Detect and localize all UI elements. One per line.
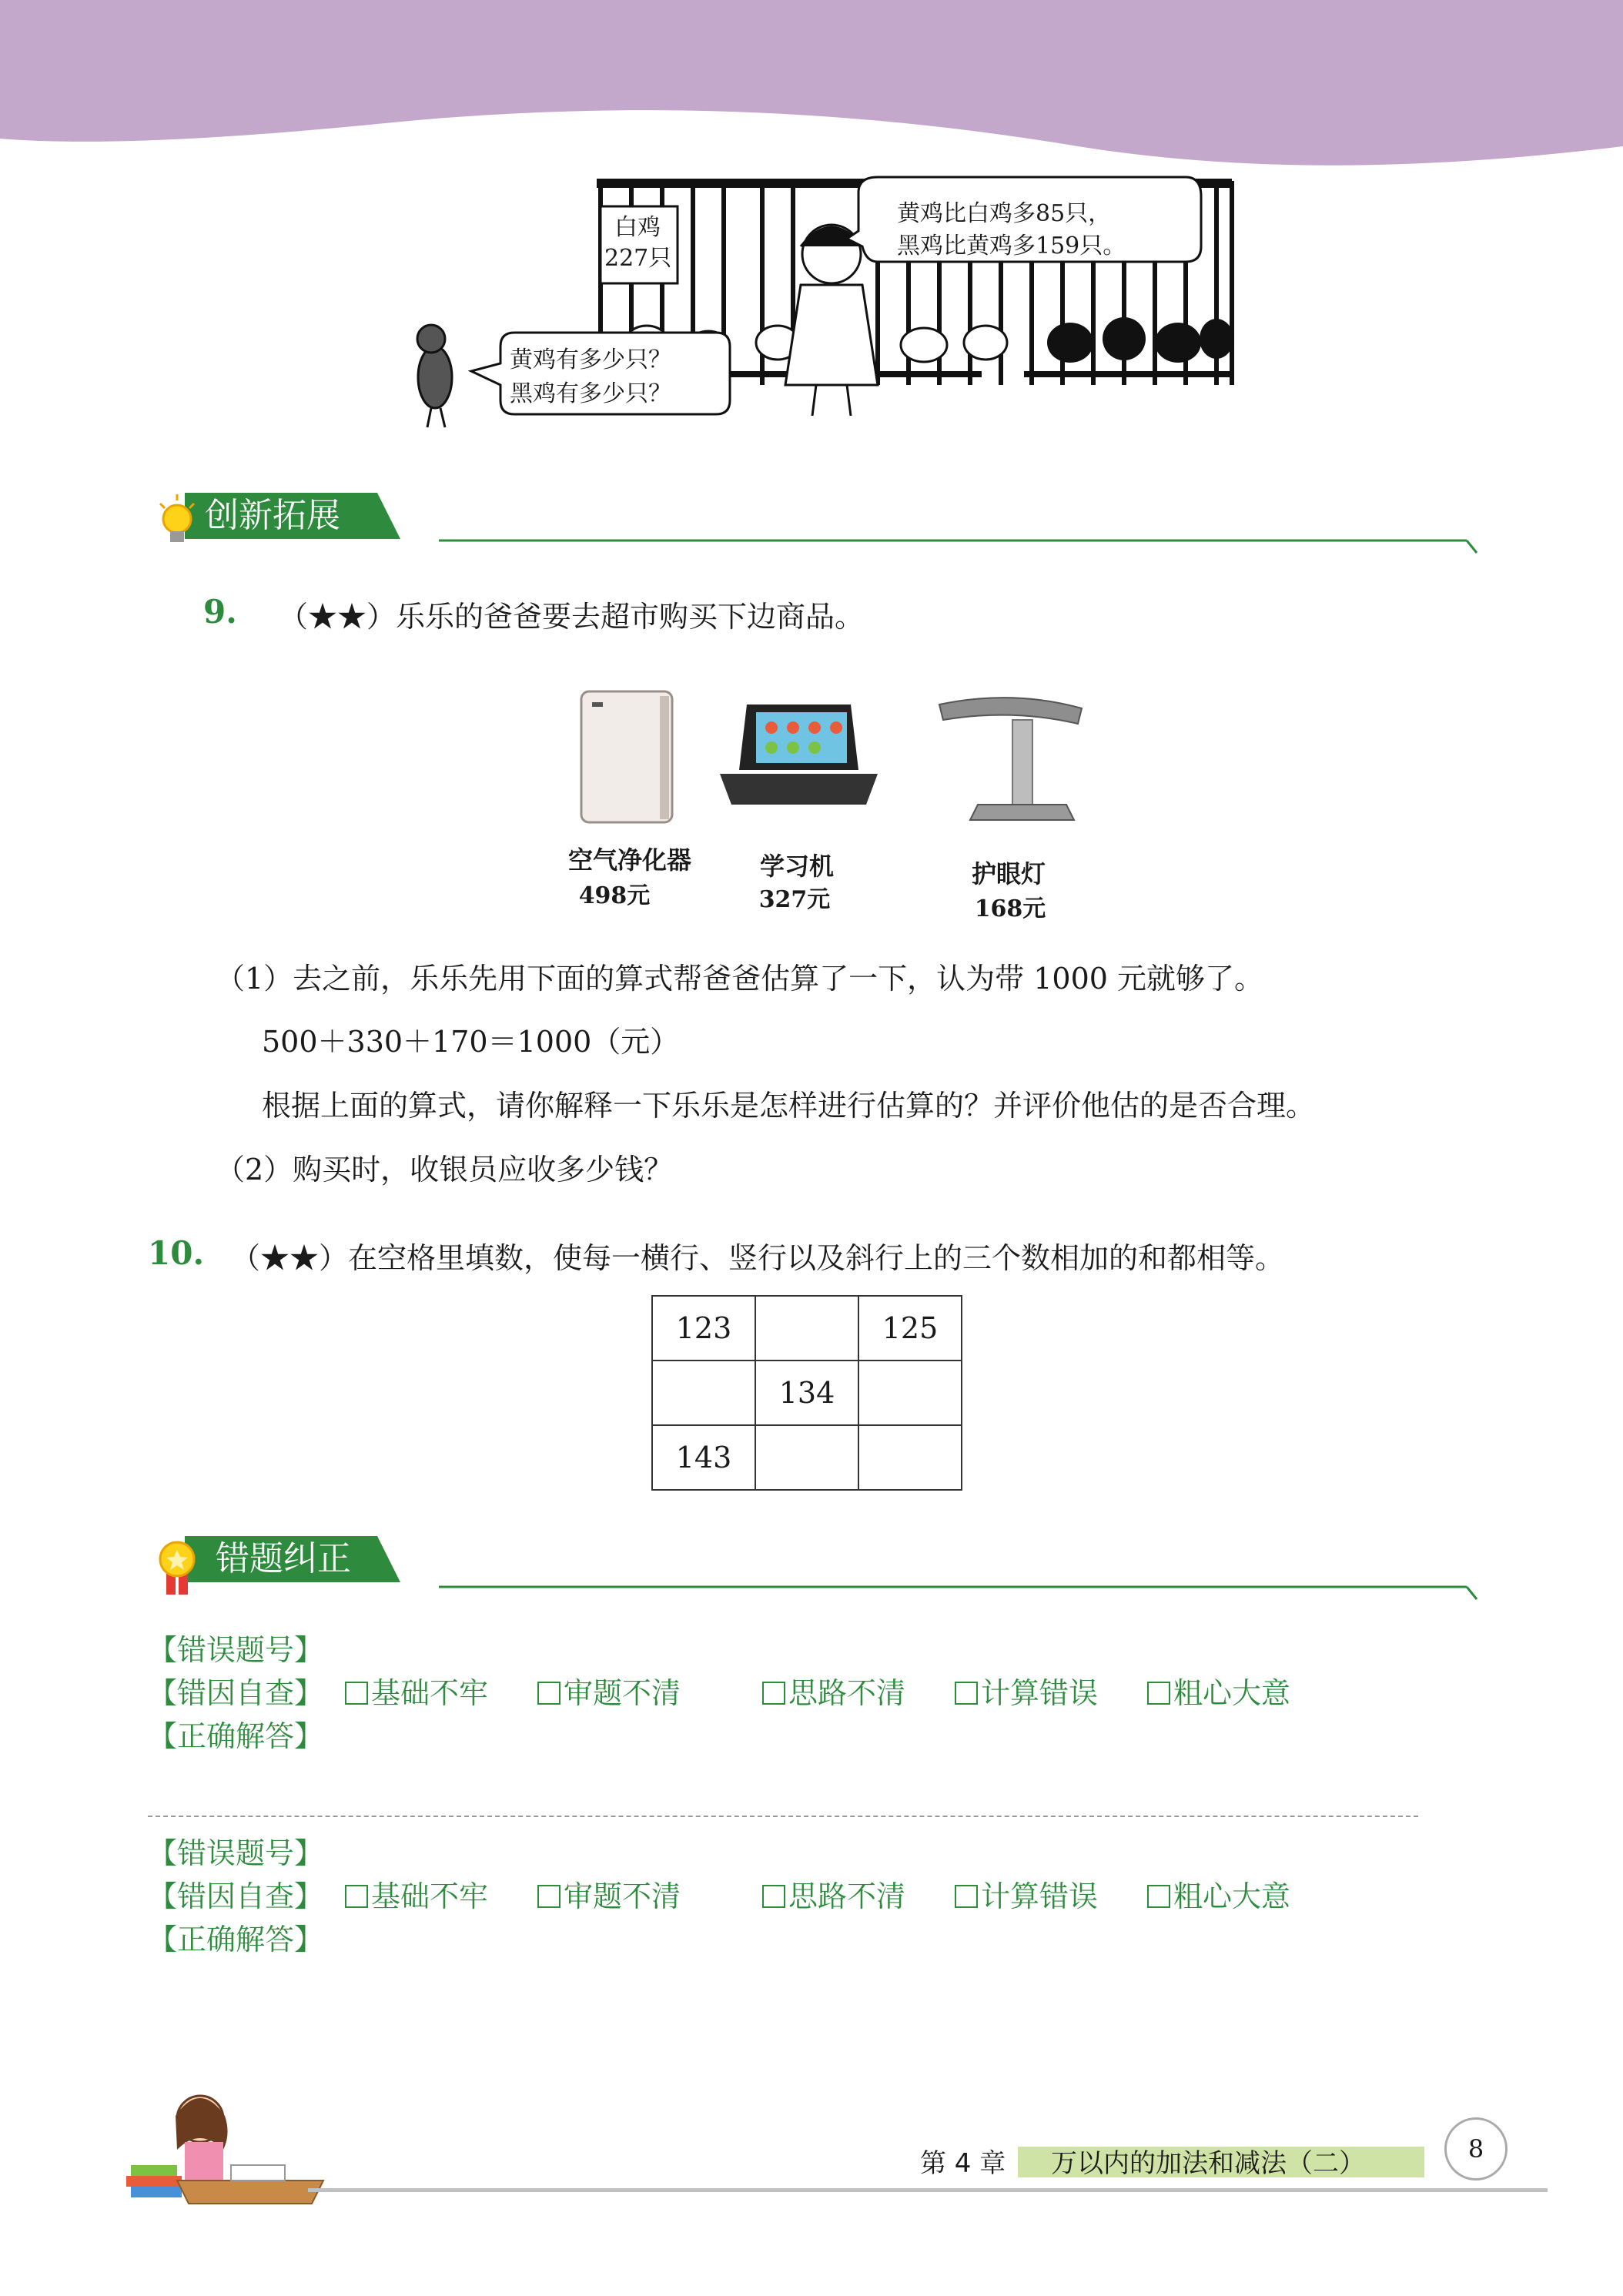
checkbox-label: 思路不清 bbox=[788, 1676, 906, 1710]
question-number-10: 10. bbox=[148, 1234, 205, 1272]
bird-speech-line1: 黄鸡有多少只？ bbox=[510, 346, 671, 373]
medal-icon bbox=[154, 1536, 200, 1598]
product-study-machine-image bbox=[716, 697, 882, 812]
chicken-illustration bbox=[385, 169, 1247, 447]
checkbox-icon[interactable] bbox=[762, 1885, 785, 1908]
grid-cell-blank[interactable] bbox=[858, 1361, 962, 1425]
product-label-air-purifier: 空气净化器 bbox=[567, 845, 691, 875]
bird-speech-line2: 黑鸡有多少只？ bbox=[510, 380, 671, 407]
girl-speech-line1: 黄鸡比白鸡多85只， bbox=[897, 200, 1112, 227]
checkbox-label: 粗心大意 bbox=[1173, 1676, 1291, 1710]
section-title-innovation: 创新拓展 bbox=[205, 496, 340, 535]
checkbox-option[interactable] bbox=[762, 1873, 905, 1915]
question-10-prompt: （★★）在空格里填数，使每一横行、竖行以及斜行上的三个数相加的和都相等。 bbox=[231, 1241, 1285, 1275]
checkbox-option[interactable] bbox=[955, 1669, 1098, 1712]
checkbox-option[interactable] bbox=[762, 1669, 905, 1712]
grid-cell-blank[interactable] bbox=[755, 1425, 858, 1490]
grid-cell: 125 bbox=[858, 1296, 962, 1361]
checkbox-icon[interactable] bbox=[1147, 1682, 1170, 1705]
question-9-part2: （2）购买时，收银员应收多少钱？ bbox=[216, 1153, 674, 1186]
footer-chapter-title: 万以内的加法和减法（二） bbox=[1051, 2148, 1365, 2179]
question-9-part1: （1）去之前，乐乐先用下面的算式帮爸爸估算了一下，认为带 1000 元就够了。 bbox=[216, 962, 1264, 996]
section-header-error-correction bbox=[154, 1536, 1478, 1590]
checkbox-option[interactable] bbox=[1147, 1669, 1290, 1712]
checkbox-label: 审题不清 bbox=[564, 1879, 681, 1913]
section-header-innovation bbox=[154, 493, 1478, 547]
checkbox-option[interactable] bbox=[345, 1873, 488, 1915]
checkbox-icon[interactable] bbox=[537, 1682, 561, 1705]
sign-text-line1: 白鸡 bbox=[614, 214, 661, 241]
grid-cell: 143 bbox=[652, 1425, 755, 1490]
checkbox-option[interactable] bbox=[537, 1873, 681, 1915]
question-9-part1-question: 根据上面的算式，请你解释一下乐乐是怎样进行估算的？并评价他估的是否合理。 bbox=[262, 1089, 1316, 1123]
checkbox-label: 思路不清 bbox=[788, 1879, 906, 1913]
section-title-error-correction: 错题纠正 bbox=[216, 1539, 351, 1578]
footer-student-illustration bbox=[115, 2050, 331, 2219]
page-number: 8 bbox=[1467, 2134, 1484, 2164]
header-wave bbox=[0, 0, 1623, 177]
product-label-study-machine: 学习机 bbox=[759, 852, 834, 881]
checkbox-option[interactable] bbox=[955, 1873, 1098, 1915]
checkbox-label: 计算错误 bbox=[981, 1676, 1099, 1710]
correct-answer-label: 【正确解答】 bbox=[148, 1719, 324, 1753]
grid-cell-blank[interactable] bbox=[858, 1425, 962, 1490]
product-label-eye-lamp: 护眼灯 bbox=[971, 859, 1046, 889]
correct-answer-label: 【正确解答】 bbox=[148, 1923, 324, 1956]
checkbox-icon[interactable] bbox=[762, 1682, 785, 1705]
product-price-air-purifier: 498元 bbox=[578, 882, 651, 909]
checkbox-icon[interactable] bbox=[345, 1885, 368, 1908]
checkbox-label: 粗心大意 bbox=[1173, 1879, 1291, 1913]
lightbulb-icon bbox=[154, 493, 200, 547]
checkbox-icon[interactable] bbox=[1147, 1885, 1170, 1908]
product-air-purifier-image bbox=[574, 684, 681, 830]
checkbox-label: 基础不牢 bbox=[371, 1879, 489, 1913]
checkbox-icon[interactable] bbox=[345, 1682, 368, 1705]
product-price-study-machine: 327元 bbox=[758, 886, 831, 913]
checkbox-label: 基础不牢 bbox=[371, 1676, 489, 1710]
footer-rule bbox=[308, 2188, 1548, 2192]
checkbox-option[interactable] bbox=[1147, 1873, 1290, 1915]
error-number-label: 【错误题号】 bbox=[148, 1633, 324, 1667]
product-price-eye-lamp: 168元 bbox=[974, 895, 1046, 922]
product-eye-lamp-image bbox=[935, 689, 1086, 828]
sign-text-line2: 227只 bbox=[604, 245, 672, 272]
checkbox-icon[interactable] bbox=[955, 1885, 978, 1908]
checkbox-option[interactable] bbox=[345, 1669, 488, 1712]
girl-speech-line2: 黑鸡比黄鸡多159只。 bbox=[897, 233, 1126, 259]
grid-cell-blank[interactable] bbox=[652, 1361, 755, 1425]
question-number-9: 9. bbox=[203, 593, 237, 631]
error-cause-label: 【错因自查】 bbox=[148, 1676, 324, 1710]
page-number-badge bbox=[1444, 2117, 1508, 2181]
grid-cell: 123 bbox=[652, 1296, 755, 1361]
dashed-divider bbox=[148, 1816, 1418, 1817]
checkbox-option[interactable] bbox=[537, 1669, 681, 1712]
grid-cell-blank[interactable] bbox=[755, 1296, 858, 1361]
grid-cell: 134 bbox=[755, 1361, 858, 1425]
question-9-prompt: （★★）乐乐的爸爸要去超市购买下边商品。 bbox=[279, 600, 865, 634]
checkbox-label: 计算错误 bbox=[981, 1879, 1099, 1913]
checkbox-icon[interactable] bbox=[955, 1682, 978, 1705]
error-number-label: 【错误题号】 bbox=[148, 1836, 324, 1870]
error-cause-label: 【错因自查】 bbox=[148, 1879, 324, 1913]
checkbox-icon[interactable] bbox=[537, 1885, 561, 1908]
question-9-equation: 500＋330＋170＝1000（元） bbox=[262, 1025, 680, 1059]
magic-square-grid bbox=[651, 1295, 962, 1491]
footer-chapter-number: 第 4 章 bbox=[920, 2148, 1006, 2179]
checkbox-label: 审题不清 bbox=[564, 1676, 681, 1710]
